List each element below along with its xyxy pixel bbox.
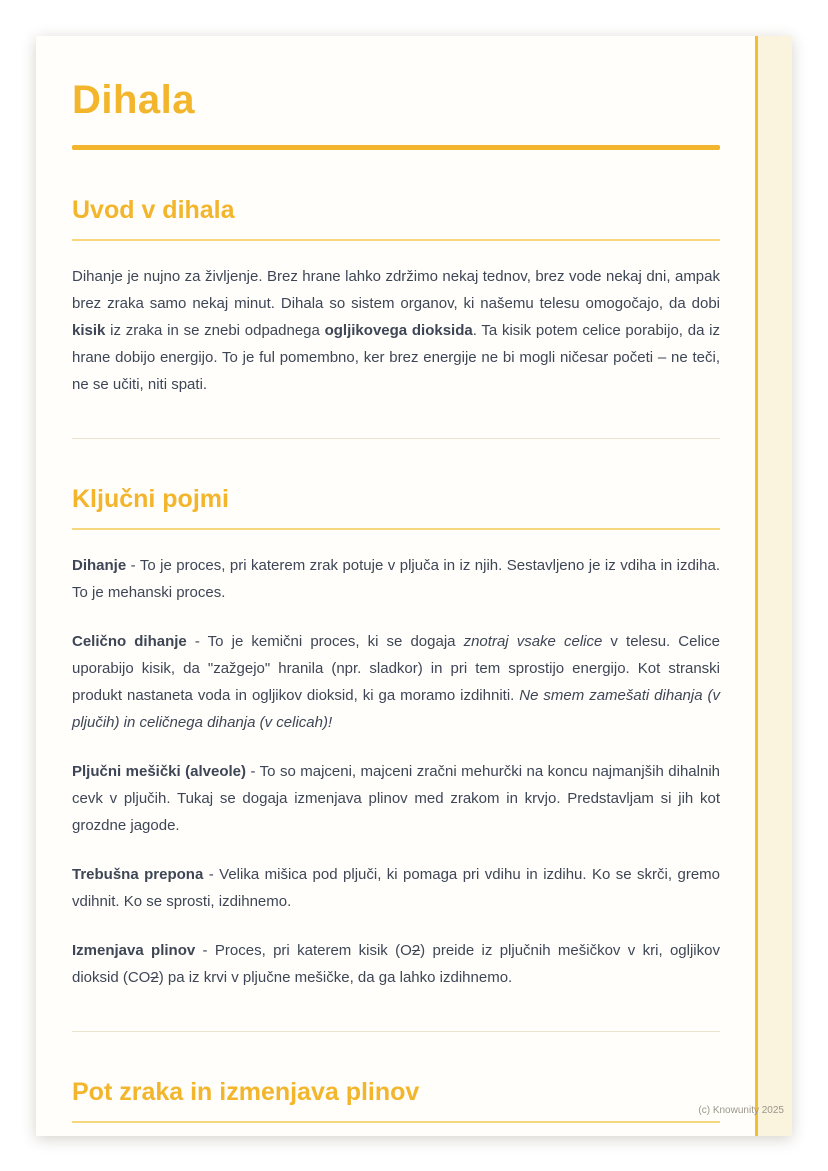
footer-credit: (c) Knowunity 2025 bbox=[698, 1105, 784, 1116]
section-pot-zraka bbox=[72, 1078, 720, 1123]
section-divider bbox=[72, 1031, 720, 1032]
section-kljucni-pojmi bbox=[72, 485, 720, 991]
title-rule bbox=[72, 145, 720, 150]
paragraph: Izmenjava plinov - Proces, pri katerem kisik (O2) preide iz pljučnih mešičkov v kri, ogljikov dioksid (CO2) pa iz krvi v pljučne mešičke, da ga lahko izdihnemo. bbox=[72, 942, 720, 986]
vertical-ruled-line bbox=[755, 36, 758, 1136]
section-heading: Ključni pojmi bbox=[72, 485, 720, 530]
page-title: Dihala bbox=[72, 78, 196, 122]
section-uvod bbox=[72, 196, 720, 398]
paragraph: Dihanje je nujno za življenje. Brez hrane lahko zdržimo nekaj tednov, brez vode nekaj dni, ampak brez zraka samo nekaj minut. Dihala so sistem organov, ki našemu telesu omogočajo, da dobi kisik iz zraka in se znebi odpadnega ogljikovega dioksida. Ta kisik potem celice porabijo, da iz hrane dobijo energijo. To je ful pomembno, ker brez energije ne bi mogli ničesar početi – ne teči, ne se učiti, niti spati. bbox=[72, 268, 720, 393]
paragraph: Pljučni mešički (alveole) - To so majceni, majceni zračni mehurčki na koncu najmanjših dihalnih cevk v pljučih. Tukaj se dogaja izmenjava plinov med zrakom in krvjo. Predstavljam si jih kot grozdne jagode. bbox=[72, 763, 720, 834]
document-content bbox=[72, 36, 720, 1123]
section-heading: Uvod v dihala bbox=[72, 196, 720, 241]
paragraph: Trebušna prepona - Velika mišica pod pljuči, ki pomaga pri vdihu in izdihu. Ko se skrči, gremo vdihnit. Ko se sprosti, izdihnemo. bbox=[72, 866, 720, 910]
section-heading: Pot zraka in izmenjava plinov bbox=[72, 1078, 720, 1123]
page-sheet bbox=[36, 36, 792, 1136]
right-margin-strip bbox=[758, 36, 792, 1136]
paragraph: Celično dihanje - To je kemični proces, ki se dogaja znotraj vsake celice v telesu. Celice uporabijo kisik, da "zažgejo" hranila (npr. sladkor) in pri tem sprostijo energijo. Kot stranski produkt nastaneta voda in ogljikov dioksid, ki ga moramo izdihniti. Ne smem zamešati dihanja (v pljučih) in celičnega dihanja (v celicah)! bbox=[72, 633, 720, 731]
section-divider bbox=[72, 438, 720, 439]
paragraph: Dihanje - To je proces, pri katerem zrak potuje v pljuča in iz njih. Sestavljeno je iz vdiha in izdiha. To je mehanski proces. bbox=[72, 557, 720, 601]
